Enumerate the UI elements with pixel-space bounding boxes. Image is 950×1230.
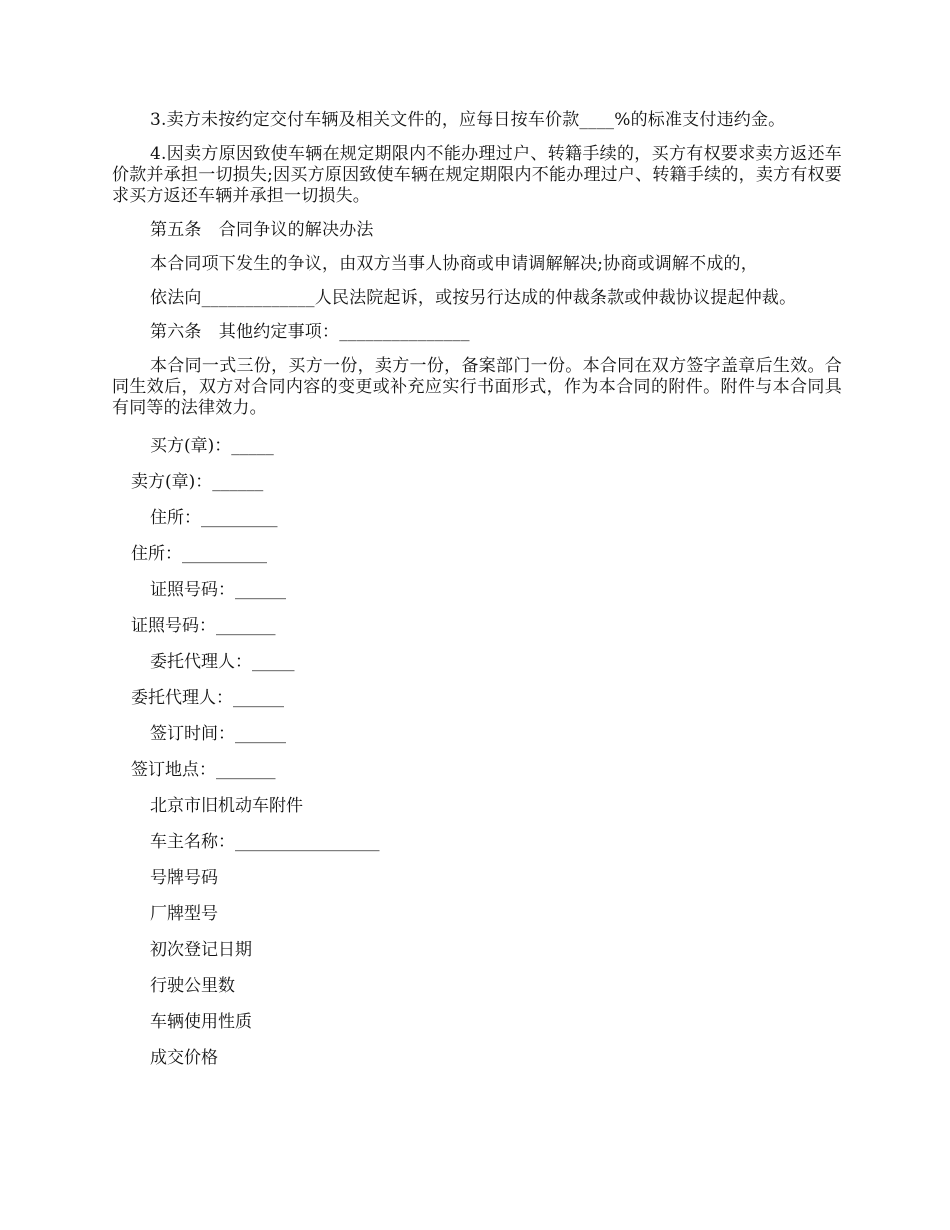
article-6-heading: 第六条 其他约定事项：_______________: [150, 322, 470, 342]
document-page: [112, 110, 842, 1084]
signature-block: [112, 436, 842, 1069]
attachment-title: 北京市旧机动车附件: [150, 796, 303, 816]
seller-agent: 委托代理人：______: [131, 688, 284, 708]
clause-3-breach: 3.卖方未按约定交付车辆及相关文件的，应每日按车价款____%的标准支付违约金。: [150, 110, 786, 130]
first-registration-date: 初次登记日期: [150, 940, 252, 960]
plate-number: 号牌号码: [150, 868, 218, 888]
buyer-seal: 买方(章)：_____: [150, 436, 274, 456]
mileage: 行驶公里数: [150, 976, 235, 996]
copies-paragraph: 本合同一式三份，买方一份，卖方一份，备案部门一份。本合同在双方签字盖章后生效。合同生效后，双方对合同内容的变更或补充应实行书面形式，作为本合同的附件。附件与本合同具有同等的法律效力。: [112, 356, 842, 418]
sign-place: 签订地点：_______: [131, 760, 276, 780]
seller-seal: 卖方(章)：______: [131, 472, 264, 492]
buyer-agent: 委托代理人：_____: [150, 652, 295, 672]
buyer-address: 住所：_________: [150, 508, 278, 528]
article-5-heading: 第五条 合同争议的解决办法: [150, 220, 374, 240]
brand-model: 厂牌型号: [150, 904, 218, 924]
usage-type: 车辆使用性质: [150, 1012, 252, 1032]
seller-license: 证照号码：_______: [131, 616, 276, 636]
buyer-license: 证照号码：______: [150, 580, 286, 600]
clause-4-transfer: 4.因卖方原因致使车辆在规定期限内不能办理过户、转籍手续的，买方有权要求卖方返还车价款并承担一切损失;因买方原因致使车辆在规定期限内不能办理过户、转籍手续的，卖方有权要求买方返还车辆并承担一切损失。: [112, 144, 842, 206]
deal-price: 成交价格: [150, 1048, 218, 1068]
seller-address: 住所：__________: [131, 544, 267, 564]
owner-name: 车主名称：_________________: [150, 832, 380, 852]
dispute-paragraph: 本合同项下发生的争议，由双方当事人协商或申请调解解决;协商或调解不成的，: [150, 254, 758, 274]
sign-time: 签订时间：______: [150, 724, 286, 744]
court-paragraph: 依法向_____________人民法院起诉，或按另行达成的仲裁条款或仲裁协议提起仲裁。: [150, 288, 797, 308]
